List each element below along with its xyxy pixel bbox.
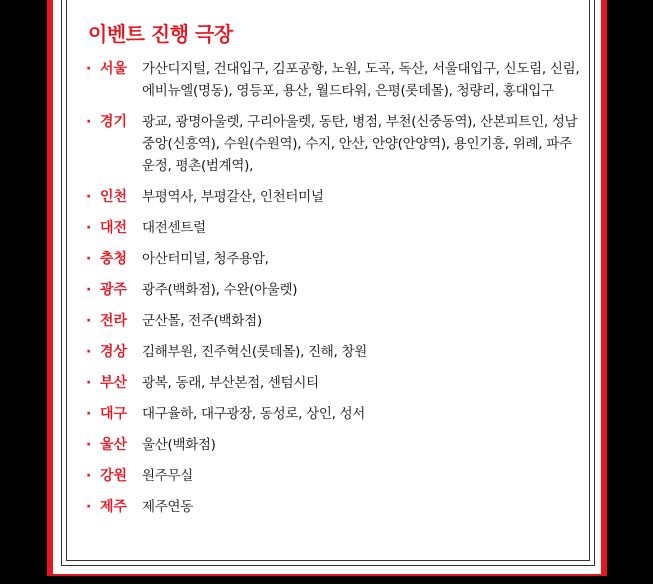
region-name: 전라: [100, 313, 128, 329]
region-stores: 울산(백화점): [142, 437, 216, 453]
region-name: 대구: [100, 406, 128, 422]
region-stores: 제주연동: [142, 499, 193, 515]
region-stores: 부평역사, 부평갈산, 인천터미널: [142, 189, 324, 205]
bullet-icon: ·: [86, 344, 92, 360]
region-name: 강원: [100, 468, 128, 484]
region-row: [86, 186, 586, 208]
region-row: [86, 248, 586, 270]
bullet-icon: ·: [86, 61, 92, 77]
bullet-icon: ·: [86, 437, 92, 453]
region-name: 충청: [100, 251, 128, 267]
region-name: 경상: [100, 344, 128, 360]
region-name: 광주: [100, 282, 128, 298]
region-stores: 광복, 동래, 부산본점, 센텀시티: [142, 375, 319, 391]
region-stores: 대구율하, 대구광장, 동성로, 상인, 성서: [142, 406, 366, 422]
bullet-icon: ·: [86, 375, 92, 391]
region-name: 울산: [100, 437, 128, 453]
bullet-icon: ·: [86, 114, 92, 130]
region-name: 대전: [100, 220, 128, 236]
region-row: [86, 341, 586, 363]
bullet-icon: ·: [86, 499, 92, 515]
region-row: [86, 434, 586, 456]
region-name: 서울: [100, 61, 128, 77]
region-stores: 아산터미널, 청주용암,: [142, 251, 269, 267]
region-row: [86, 111, 586, 177]
region-stores: 가산디지털, 건대입구, 김포공항, 노원, 도곡, 독산, 서울대입구, 신도림, 신림, 에비뉴엘(명동), 영등포, 용산, 월드타워, 은평(롯데몰), 청량리, 홍대입구: [142, 61, 580, 99]
region-stores: 대전센트럴: [142, 220, 206, 236]
region-name: 경기: [100, 114, 128, 130]
bullet-icon: ·: [86, 220, 92, 236]
region-stores: 김해부원, 진주혁신(롯데몰), 진해, 창원: [142, 344, 367, 360]
region-name: 부산: [100, 375, 128, 391]
region-list: [86, 58, 586, 527]
bullet-icon: ·: [86, 406, 92, 422]
bullet-icon: ·: [86, 468, 92, 484]
region-row: [86, 217, 586, 239]
bullet-icon: ·: [86, 313, 92, 329]
region-name: 제주: [100, 499, 128, 515]
region-row: [86, 372, 586, 394]
region-row: [86, 465, 586, 487]
page-title: 이벤트 진행 극장: [88, 22, 233, 46]
region-row: [86, 279, 586, 301]
bullet-icon: ·: [86, 189, 92, 205]
region-row: [86, 310, 586, 332]
region-row: [86, 496, 586, 518]
region-stores: 광주(백화점), 수완(아울렛): [142, 282, 298, 298]
region-stores: 군산몰, 전주(백화점): [142, 313, 262, 329]
region-stores: 원주무실: [142, 468, 193, 484]
region-row: [86, 58, 586, 102]
region-name: 인천: [100, 189, 128, 205]
bullet-icon: ·: [86, 282, 92, 298]
region-row: [86, 403, 586, 425]
region-stores: 광교, 광명아울렛, 구리아울렛, 동탄, 병점, 부천(신중동역), 산본피트인, 성남중앙(신흥역), 수원(수원역), 수지, 안산, 안양(안양역), 용인기흥, 위례, 파주운정, 평촌(범계역),: [142, 114, 578, 174]
bullet-icon: ·: [86, 251, 92, 267]
